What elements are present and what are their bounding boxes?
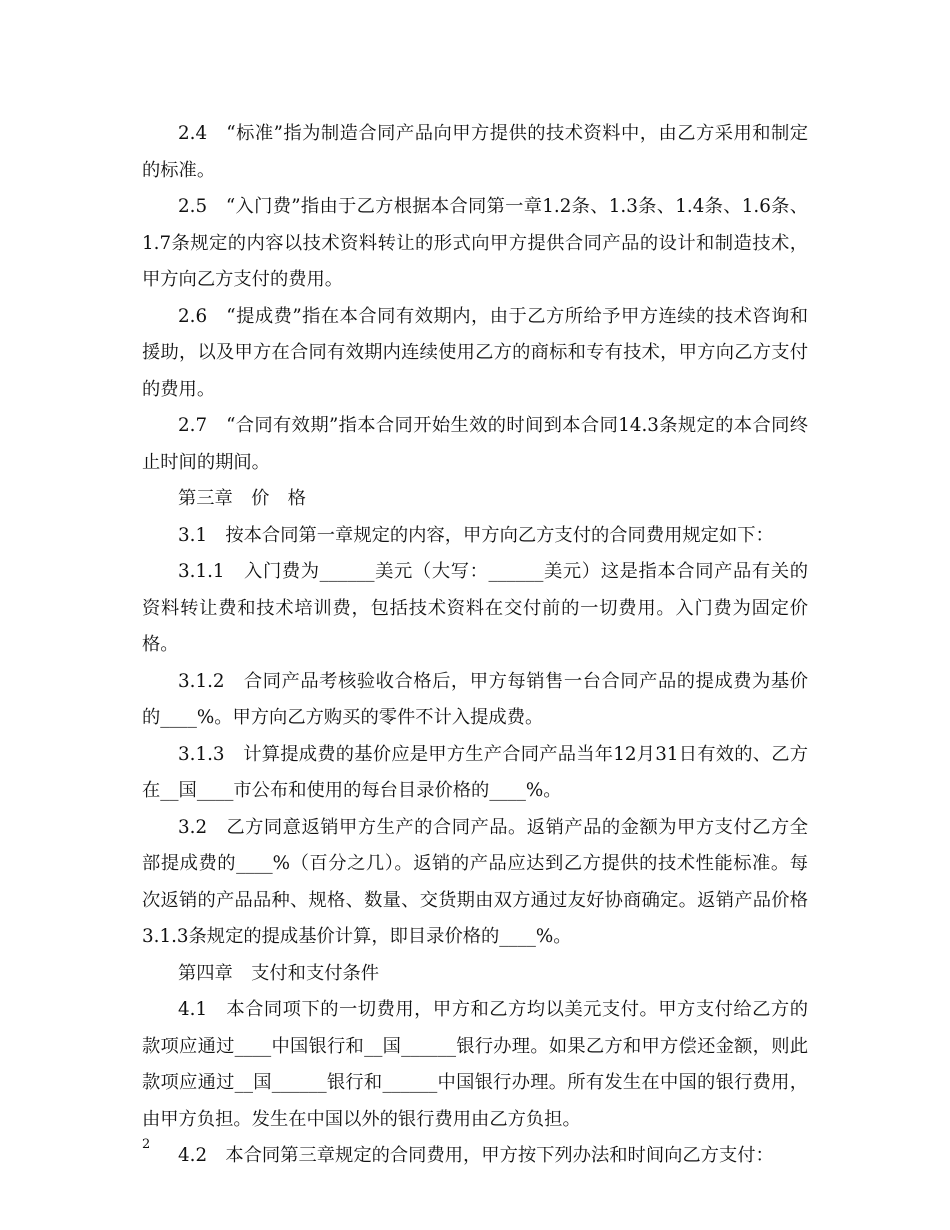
clause-3-2: 3.2 乙方同意返销甲方生产的合同产品。返销产品的金额为甲方支付乙方全部提成费的____%（百分之几）。返销的产品应达到乙方提供的技术性能标准。每次返销的产品品种、规格、数量、交货期由双方通过友好协商确定。返销产品价格3.1.3条规定的提成基价计算，即目录价格的____%。: [142, 816, 808, 947]
clause-2-7: 2.7 “合同有效期”指本合同开始生效的时间到本合同14.3条规定的本合同终止时间的期间。: [142, 415, 808, 473]
page-number: 2: [142, 1137, 151, 1152]
clause-3-1-2: 3.1.2 合同产品考核验收合格后，甲方每销售一台合同产品的提成费为基价的____%。甲方向乙方购买的零件不计入提成费。: [142, 670, 808, 728]
clause-3-1-3: 3.1.3 计算提成费的基价应是甲方生产合同产品当年12月31日有效的、乙方在__国____市公布和使用的每台目录价格的____%。: [142, 743, 808, 801]
clause-2-6: 2.6 “提成费”指在本合同有效期内，由于乙方所给予甲方连续的技术咨询和援助，以及甲方在合同有效期内连续使用乙方的商标和专有技术，甲方向乙方支付的费用。: [142, 305, 808, 400]
clause-3-1-1: 3.1.1 入门费为______美元（大写：______美元）这是指本合同产品有关的资料转让费和技术培训费，包括技术资料在交付前的一切费用。入门费为固定价格。: [142, 561, 808, 655]
chapter-3-heading: 第三章 价 格: [178, 488, 306, 509]
clause-3-1: 3.1 按本合同第一章规定的内容，甲方向乙方支付的合同费用规定如下：: [178, 524, 774, 546]
clause-4-1: 4.1 本合同项下的一切费用，甲方和乙方均以美元支付。甲方支付给乙方的款项应通过____中国银行和__国______银行办理。如果乙方和甲方偿还金额，则此款项应通过__国______银行和______中国银行办理。所有发生在中国的银行费用，由甲方负担。发生在中国以外的银行费用由乙方负担。: [142, 999, 808, 1130]
chapter-4-heading: 第四章 支付和支付条件: [178, 962, 380, 984]
clause-4-2: 4.2 本合同第三章规定的合同费用，甲方按下列办法和时间向乙方支付：: [178, 1145, 774, 1166]
clause-2-4: 2.4 “标准”指为制造合同产品向甲方提供的技术资料中，由乙方采用和制定的标准。: [142, 123, 808, 181]
contract-body: [142, 116, 808, 1175]
clause-2-5: 2.5 “入门费”指由于乙方根据本合同第一章1.2条、1.3条、1.4条、1.6条、1.7条规定的内容以技术资料转让的形式向甲方提供合同产品的设计和制造技术，甲方向乙方支付的费用。: [142, 196, 808, 290]
